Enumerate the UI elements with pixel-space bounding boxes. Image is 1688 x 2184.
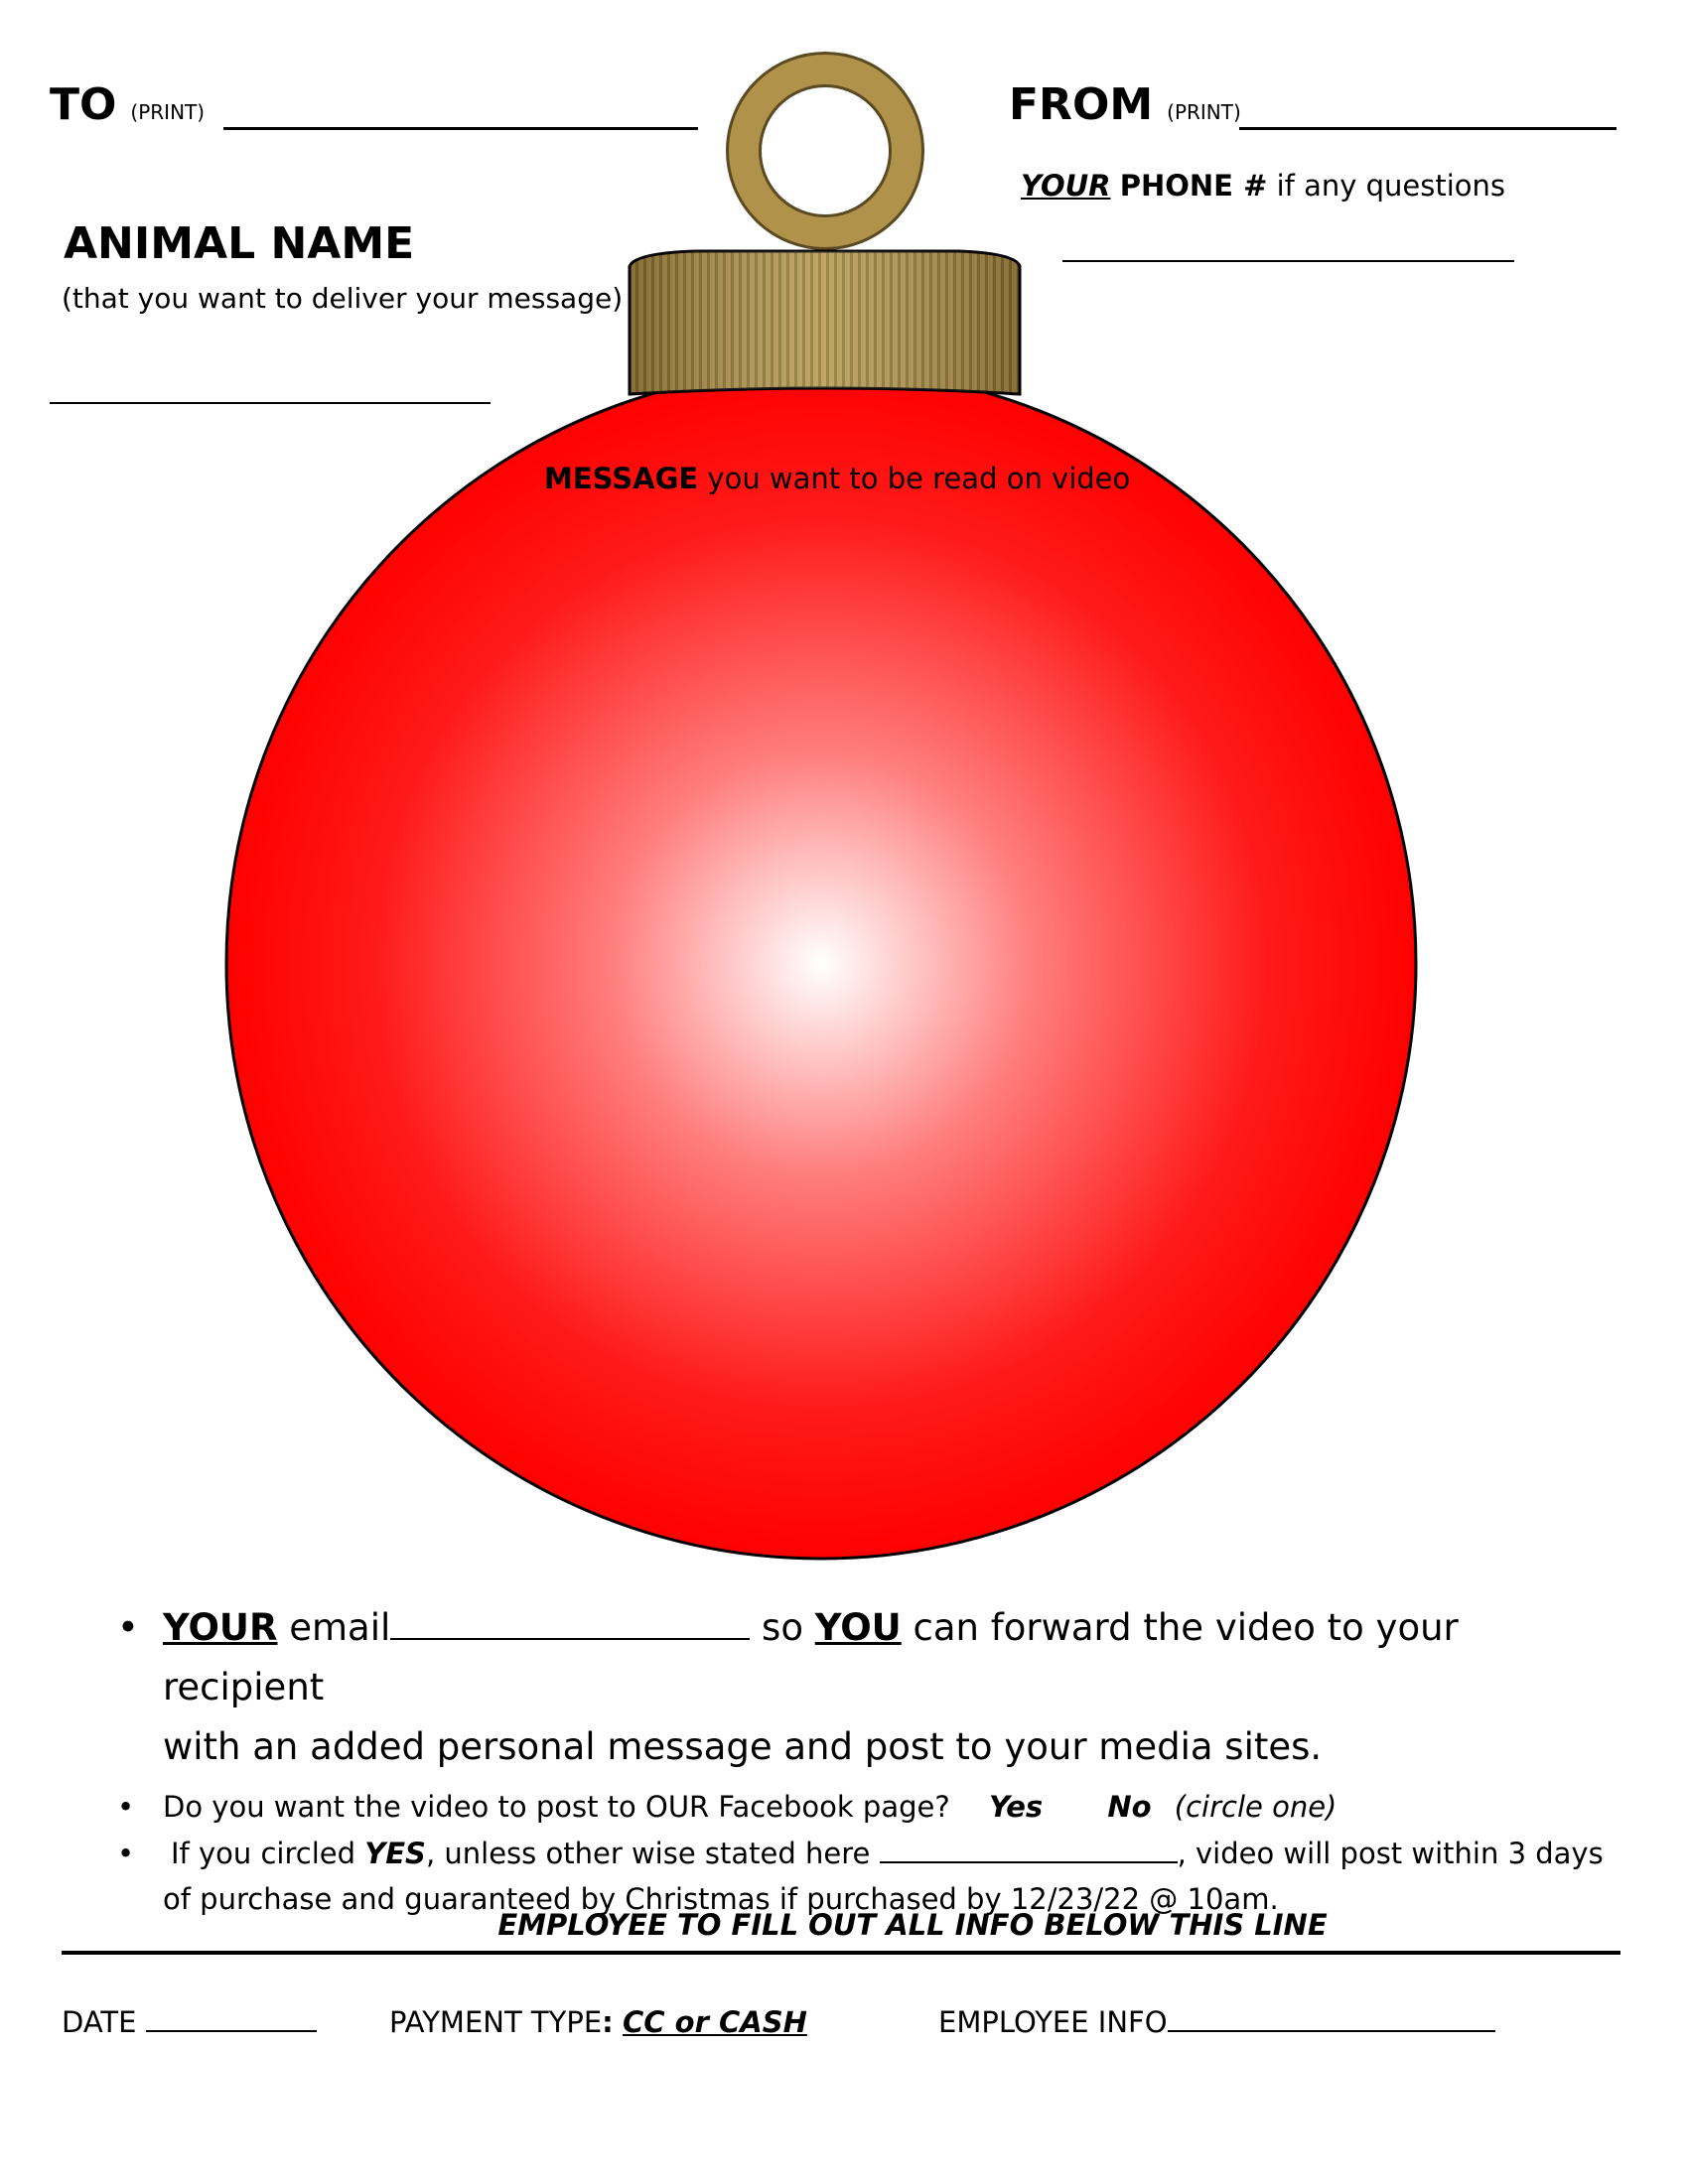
to-print-note: (PRINT) (130, 100, 206, 124)
phone-input-line[interactable] (1062, 260, 1514, 262)
facebook-question: Do you want the video to post to OUR Facebook page? (163, 1790, 950, 1824)
message-prompt (544, 462, 1130, 495)
to-input-line[interactable] (223, 127, 698, 130)
yes-option[interactable]: Yes (988, 1790, 1044, 1824)
from-field (1009, 79, 1241, 130)
animal-name-label: ANIMAL NAME (64, 218, 415, 269)
instructions-list (111, 1598, 1630, 1922)
payment-field (389, 2005, 807, 2039)
message-rest: you want to be read on video (707, 462, 1131, 495)
message-input-area[interactable] (338, 516, 1311, 1469)
posting-input-line[interactable] (880, 1861, 1178, 1863)
bullet-dot: • (117, 1790, 135, 1824)
email-so: so (762, 1606, 803, 1649)
payment-colon: : (602, 2005, 614, 2039)
animal-name-subtitle: (that you want to deliver your message) (62, 282, 624, 315)
email-label: email (289, 1606, 391, 1649)
circled-line2: of purchase and guaranteed by Christmas if purchased by 12/23/22 @ 10am. (163, 1882, 1279, 1916)
to-field (50, 79, 205, 130)
phone-prompt (1021, 169, 1505, 203)
from-label: FROM (1009, 79, 1154, 130)
employee-info-label: EMPLOYEE INFO (938, 2005, 1168, 2039)
date-label: DATE (62, 2005, 137, 2039)
circled-pre: If you circled (171, 1837, 356, 1870)
circle-one-note: (circle one) (1174, 1790, 1337, 1824)
email-you: YOU (814, 1606, 902, 1649)
animal-name-input-line[interactable] (50, 402, 491, 404)
email-line2: with an added personal message and post to your media sites. (163, 1725, 1323, 1768)
circled-yes: YES (364, 1837, 426, 1870)
bullet-dot: • (117, 1837, 135, 1870)
bullet-dot: • (117, 1606, 139, 1649)
email-your: YOUR (163, 1606, 278, 1649)
circled-post: , video will post within 3 days (1177, 1837, 1604, 1870)
phone-label: PHONE # (1119, 169, 1268, 203)
message-bold: MESSAGE (544, 462, 699, 495)
employee-heading: EMPLOYEE TO FILL OUT ALL INFO BELOW THIS LINE (497, 1908, 1328, 1942)
email-input-line[interactable] (390, 1638, 750, 1640)
no-option[interactable]: No (1107, 1790, 1152, 1824)
employee-info-input-line[interactable] (1168, 2030, 1495, 2032)
employee-divider (62, 1951, 1620, 1955)
facebook-bullet (111, 1783, 1630, 1831)
employee-info-field (938, 2005, 1495, 2039)
date-field (62, 2005, 317, 2039)
circled-mid: , unless other wise stated here (425, 1837, 871, 1870)
payment-label: PAYMENT TYPE (389, 2005, 603, 2039)
email-rest: can forward the video to your recipient (163, 1606, 1459, 1708)
phone-rest: if any questions (1276, 169, 1506, 203)
from-print-note: (PRINT) (1167, 100, 1241, 124)
phone-your: YOUR (1021, 169, 1111, 203)
email-bullet (111, 1598, 1630, 1777)
from-input-line[interactable] (1239, 127, 1617, 130)
date-input-line[interactable] (146, 2030, 317, 2032)
payment-options[interactable]: CC or CASH (622, 2005, 807, 2039)
to-label: TO (50, 79, 117, 130)
